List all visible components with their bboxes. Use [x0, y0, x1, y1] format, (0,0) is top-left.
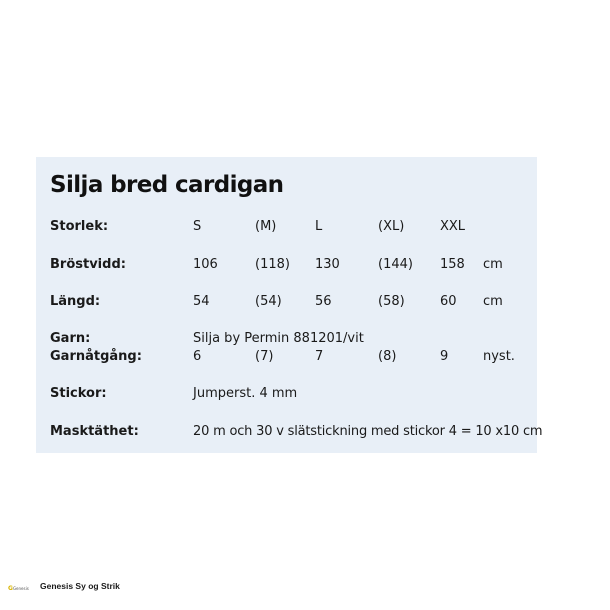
value: 56	[315, 294, 332, 309]
value: (58)	[378, 294, 405, 309]
unit: nyst.	[483, 349, 515, 364]
shop-name: Genesis Sy og Strik	[40, 581, 120, 591]
genesis-logo: GGenesis	[8, 585, 29, 592]
logo-text: Genesis	[12, 586, 29, 591]
value: 106	[193, 257, 218, 272]
value: 6	[193, 349, 202, 364]
size-value: (XL)	[378, 219, 405, 234]
value: (54)	[255, 294, 282, 309]
value: 9	[440, 349, 449, 364]
label: Stickor:	[50, 386, 107, 401]
value: 7	[315, 349, 324, 364]
row-garn	[0, 331, 610, 351]
value: 20 m och 30 v slätstickning med stickor 4 = 10 x10 cm	[193, 424, 543, 439]
value: (118)	[255, 257, 290, 272]
label: Bröstvidd:	[50, 257, 126, 272]
row-storlek	[0, 219, 610, 239]
label: Garnåtgång:	[50, 349, 142, 364]
value: 60	[440, 294, 457, 309]
pattern-title: Silja bred cardigan	[50, 172, 284, 198]
size-value: L	[315, 219, 323, 234]
value: (8)	[378, 349, 397, 364]
label: Storlek:	[50, 219, 109, 234]
row-stickor	[0, 386, 610, 406]
value: 158	[440, 257, 465, 272]
row-brostvidd	[0, 257, 610, 277]
value: Silja by Permin 881201/vit	[193, 331, 364, 346]
unit: cm	[483, 294, 503, 309]
size-value: XXL	[440, 219, 466, 234]
row-masktathet	[0, 424, 610, 444]
size-value: (M)	[255, 219, 277, 234]
value: 54	[193, 294, 210, 309]
label: Garn:	[50, 331, 91, 346]
unit: cm	[483, 257, 503, 272]
label: Längd:	[50, 294, 101, 309]
row-langd	[0, 294, 610, 314]
value: Jumperst. 4 mm	[193, 386, 298, 401]
value: (144)	[378, 257, 413, 272]
value: 130	[315, 257, 340, 272]
label: Masktäthet:	[50, 424, 139, 439]
size-value: S	[193, 219, 202, 234]
value: (7)	[255, 349, 274, 364]
row-garnatgang	[0, 349, 610, 369]
